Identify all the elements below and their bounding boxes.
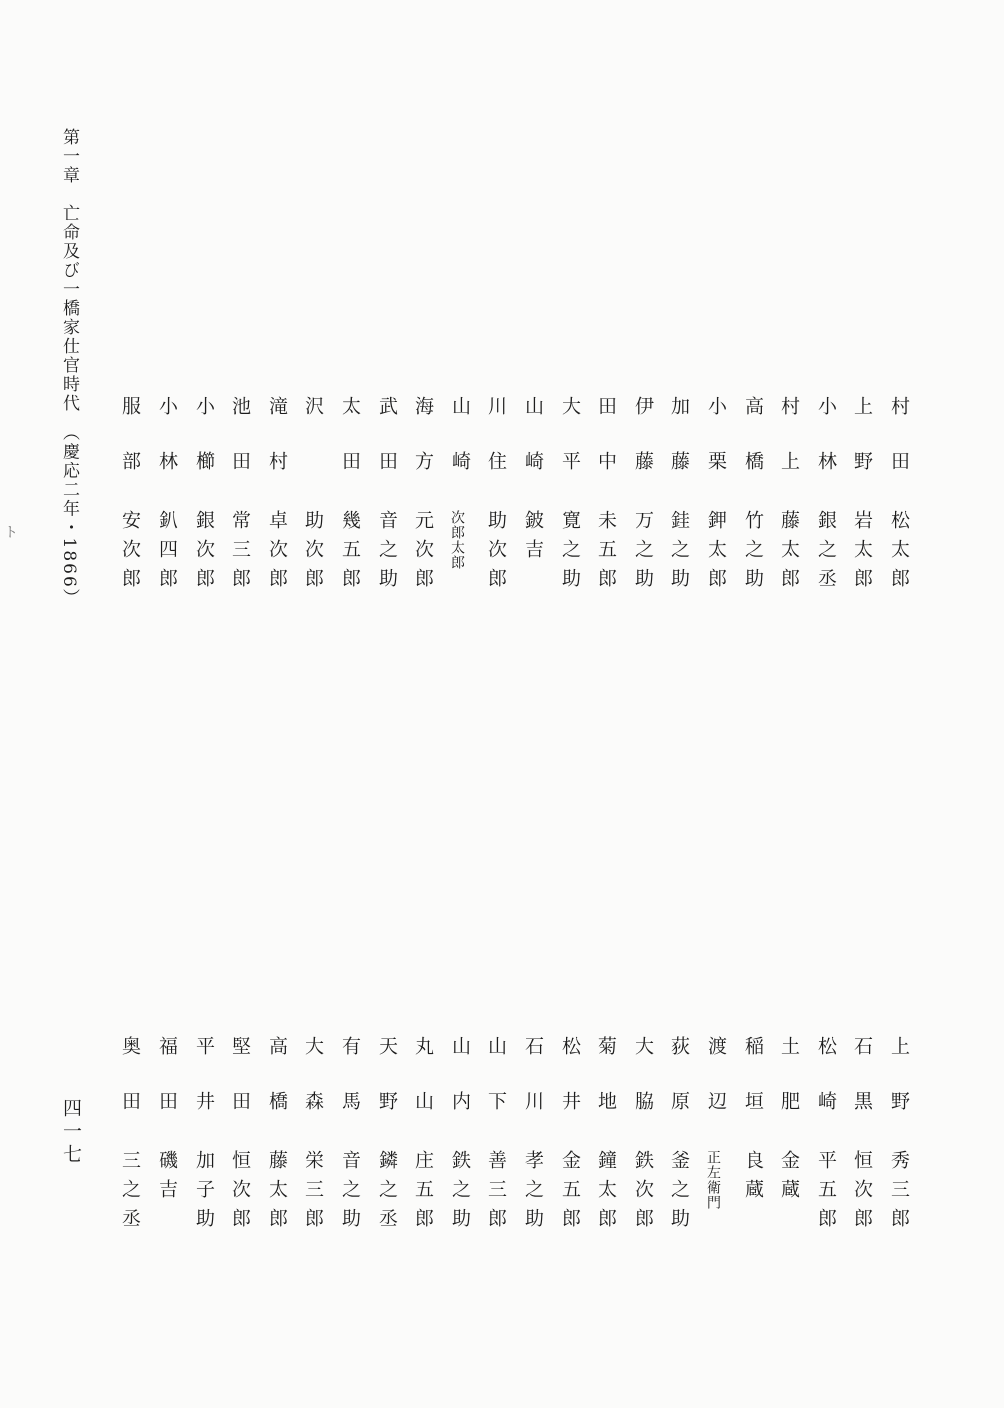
- surname: 山内: [449, 1036, 471, 1146]
- page-number: 四一七: [60, 1098, 82, 1167]
- surname: 小栗: [705, 396, 727, 506]
- given-name: 藤太郎: [266, 1150, 288, 1237]
- name-entry: [559, 1036, 581, 1276]
- name-entry: [449, 1036, 471, 1276]
- surname: 大平: [559, 396, 581, 506]
- surname: 天野: [376, 1036, 398, 1146]
- given-name: 釟四郎: [156, 510, 178, 597]
- surname: 小林: [815, 396, 837, 506]
- surname: 服部: [119, 396, 141, 506]
- given-name: 鉄次郎: [632, 1150, 654, 1237]
- given-name: 良蔵: [742, 1150, 764, 1208]
- surname: 大森: [302, 1036, 324, 1146]
- surname: 山崎: [522, 396, 544, 506]
- name-entry: [302, 1036, 324, 1276]
- name-entry: [119, 396, 141, 636]
- name-entry: [595, 396, 617, 636]
- surname: 石川: [522, 1036, 544, 1146]
- given-name: 金蔵: [778, 1150, 800, 1208]
- given-name: 万之助: [632, 510, 654, 597]
- given-name: 善三郎: [485, 1150, 507, 1237]
- given-name: 鈹吉: [522, 510, 544, 568]
- name-entry: [302, 396, 324, 636]
- surname: 土肥: [778, 1036, 800, 1146]
- name-entry: [266, 1036, 288, 1276]
- given-name: 秀三郎: [888, 1150, 910, 1237]
- surname: 海方: [412, 396, 434, 506]
- given-name: 音之助: [339, 1150, 361, 1237]
- name-entry: [229, 396, 251, 636]
- name-entry: [522, 396, 544, 636]
- given-name: 音之助: [376, 510, 398, 597]
- given-name: 釜之助: [668, 1150, 690, 1237]
- margin-mark: ト: [4, 525, 18, 541]
- surname: 有馬: [339, 1036, 361, 1146]
- surname: 平井: [193, 1036, 215, 1146]
- given-name: 助次郎: [485, 510, 507, 597]
- surname: 太田: [339, 396, 361, 506]
- surname: 丸山: [412, 1036, 434, 1146]
- surname: 田中: [595, 396, 617, 506]
- name-entry: [522, 1036, 544, 1276]
- name-entry: [559, 396, 581, 636]
- given-name: 庄五郎: [412, 1150, 434, 1237]
- surname: 加藤: [668, 396, 690, 506]
- surname: 川住: [485, 396, 507, 506]
- name-entry: [193, 396, 215, 636]
- given-name: 元次郎: [412, 510, 434, 597]
- given-name: 卓次郎: [266, 510, 288, 597]
- name-entry: [705, 1036, 727, 1276]
- name-entry: [668, 1036, 690, 1276]
- given-name: 栄三郎: [302, 1150, 324, 1237]
- name-entry: [632, 396, 654, 636]
- name-entry: [376, 396, 398, 636]
- name-entry: [888, 1036, 910, 1276]
- surname: 大脇: [632, 1036, 654, 1146]
- name-entry: [851, 396, 873, 636]
- given-name: 次郎太郎: [449, 510, 465, 570]
- name-entry: [229, 1036, 251, 1276]
- name-entry: [705, 396, 727, 636]
- surname: 稲垣: [742, 1036, 764, 1146]
- given-name: 正左衛門: [705, 1150, 721, 1210]
- running-head: 第一章 亡命及び一橋家仕官時代 （慶応二年・1866）: [59, 128, 79, 608]
- name-entry: [339, 396, 361, 636]
- surname: 松井: [559, 1036, 581, 1146]
- given-name: 銀之丞: [815, 510, 837, 597]
- name-entry: [815, 396, 837, 636]
- given-name: 鉄之助: [449, 1150, 471, 1237]
- surname: 石黒: [851, 1036, 873, 1146]
- given-name: 銈之助: [668, 510, 690, 597]
- name-entry: [412, 396, 434, 636]
- given-name: 助次郎: [302, 510, 324, 597]
- name-entry: [339, 1036, 361, 1276]
- name-entry: [156, 1036, 178, 1276]
- given-name: 鐘太郎: [595, 1150, 617, 1237]
- given-name: 岩太郎: [851, 510, 873, 597]
- surname: 渡辺: [705, 1036, 727, 1146]
- given-name: 恒次郎: [851, 1150, 873, 1237]
- surname: 菊地: [595, 1036, 617, 1146]
- surname: 高橋: [742, 396, 764, 506]
- surname: 村田: [888, 396, 910, 506]
- surname: 伊藤: [632, 396, 654, 506]
- surname: 村上: [778, 396, 800, 506]
- given-name: 加子助: [193, 1150, 215, 1237]
- name-entry: [449, 396, 471, 636]
- surname: 福田: [156, 1036, 178, 1146]
- name-entry: [485, 1036, 507, 1276]
- surname: 上野: [888, 1036, 910, 1146]
- given-name: 安次郎: [119, 510, 141, 597]
- name-entry: [742, 1036, 764, 1276]
- name-entry: [485, 396, 507, 636]
- given-name: 平五郎: [815, 1150, 837, 1237]
- name-entry: [815, 1036, 837, 1276]
- name-entry: [851, 1036, 873, 1276]
- given-name: 未五郎: [595, 510, 617, 597]
- given-name: 三之丞: [119, 1150, 141, 1237]
- given-name: 鏻之丞: [376, 1150, 398, 1237]
- given-name: 竹之助: [742, 510, 764, 597]
- given-name: 孝之助: [522, 1150, 544, 1237]
- name-entry: [412, 1036, 434, 1276]
- surname: 武田: [376, 396, 398, 506]
- given-name: 銀次郎: [193, 510, 215, 597]
- name-entry: [193, 1036, 215, 1276]
- name-entry: [119, 1036, 141, 1276]
- name-entry: [376, 1036, 398, 1276]
- name-entry: [778, 1036, 800, 1276]
- name-entry: [888, 396, 910, 636]
- name-entry: [668, 396, 690, 636]
- surname: 堅田: [229, 1036, 251, 1146]
- surname: 上野: [851, 396, 873, 506]
- given-name: 常三郎: [229, 510, 251, 597]
- surname: 小林: [156, 396, 178, 506]
- name-entry: [778, 396, 800, 636]
- surname: 高橋: [266, 1036, 288, 1146]
- given-name: 寛之助: [559, 510, 581, 597]
- surname: 滝村: [266, 396, 288, 506]
- name-entry: [742, 396, 764, 636]
- name-entry: [156, 396, 178, 636]
- surname: 奥田: [119, 1036, 141, 1146]
- given-name: 金五郎: [559, 1150, 581, 1237]
- given-name: 幾五郎: [339, 510, 361, 597]
- given-name: 藤太郎: [778, 510, 800, 597]
- given-name: 磯吉: [156, 1150, 178, 1208]
- surname: 池田: [229, 396, 251, 506]
- name-entry: [632, 1036, 654, 1276]
- given-name: 恒次郎: [229, 1150, 251, 1237]
- name-entry: [266, 396, 288, 636]
- surname: 小櫛: [193, 396, 215, 506]
- surname: 松崎: [815, 1036, 837, 1146]
- surname: 山崎: [449, 396, 471, 506]
- given-name: 松太郎: [888, 510, 910, 597]
- name-entry: [595, 1036, 617, 1276]
- surname: 山下: [485, 1036, 507, 1146]
- surname: 荻原: [668, 1036, 690, 1146]
- surname: 沢: [302, 396, 324, 451]
- given-name: 鉀太郎: [705, 510, 727, 597]
